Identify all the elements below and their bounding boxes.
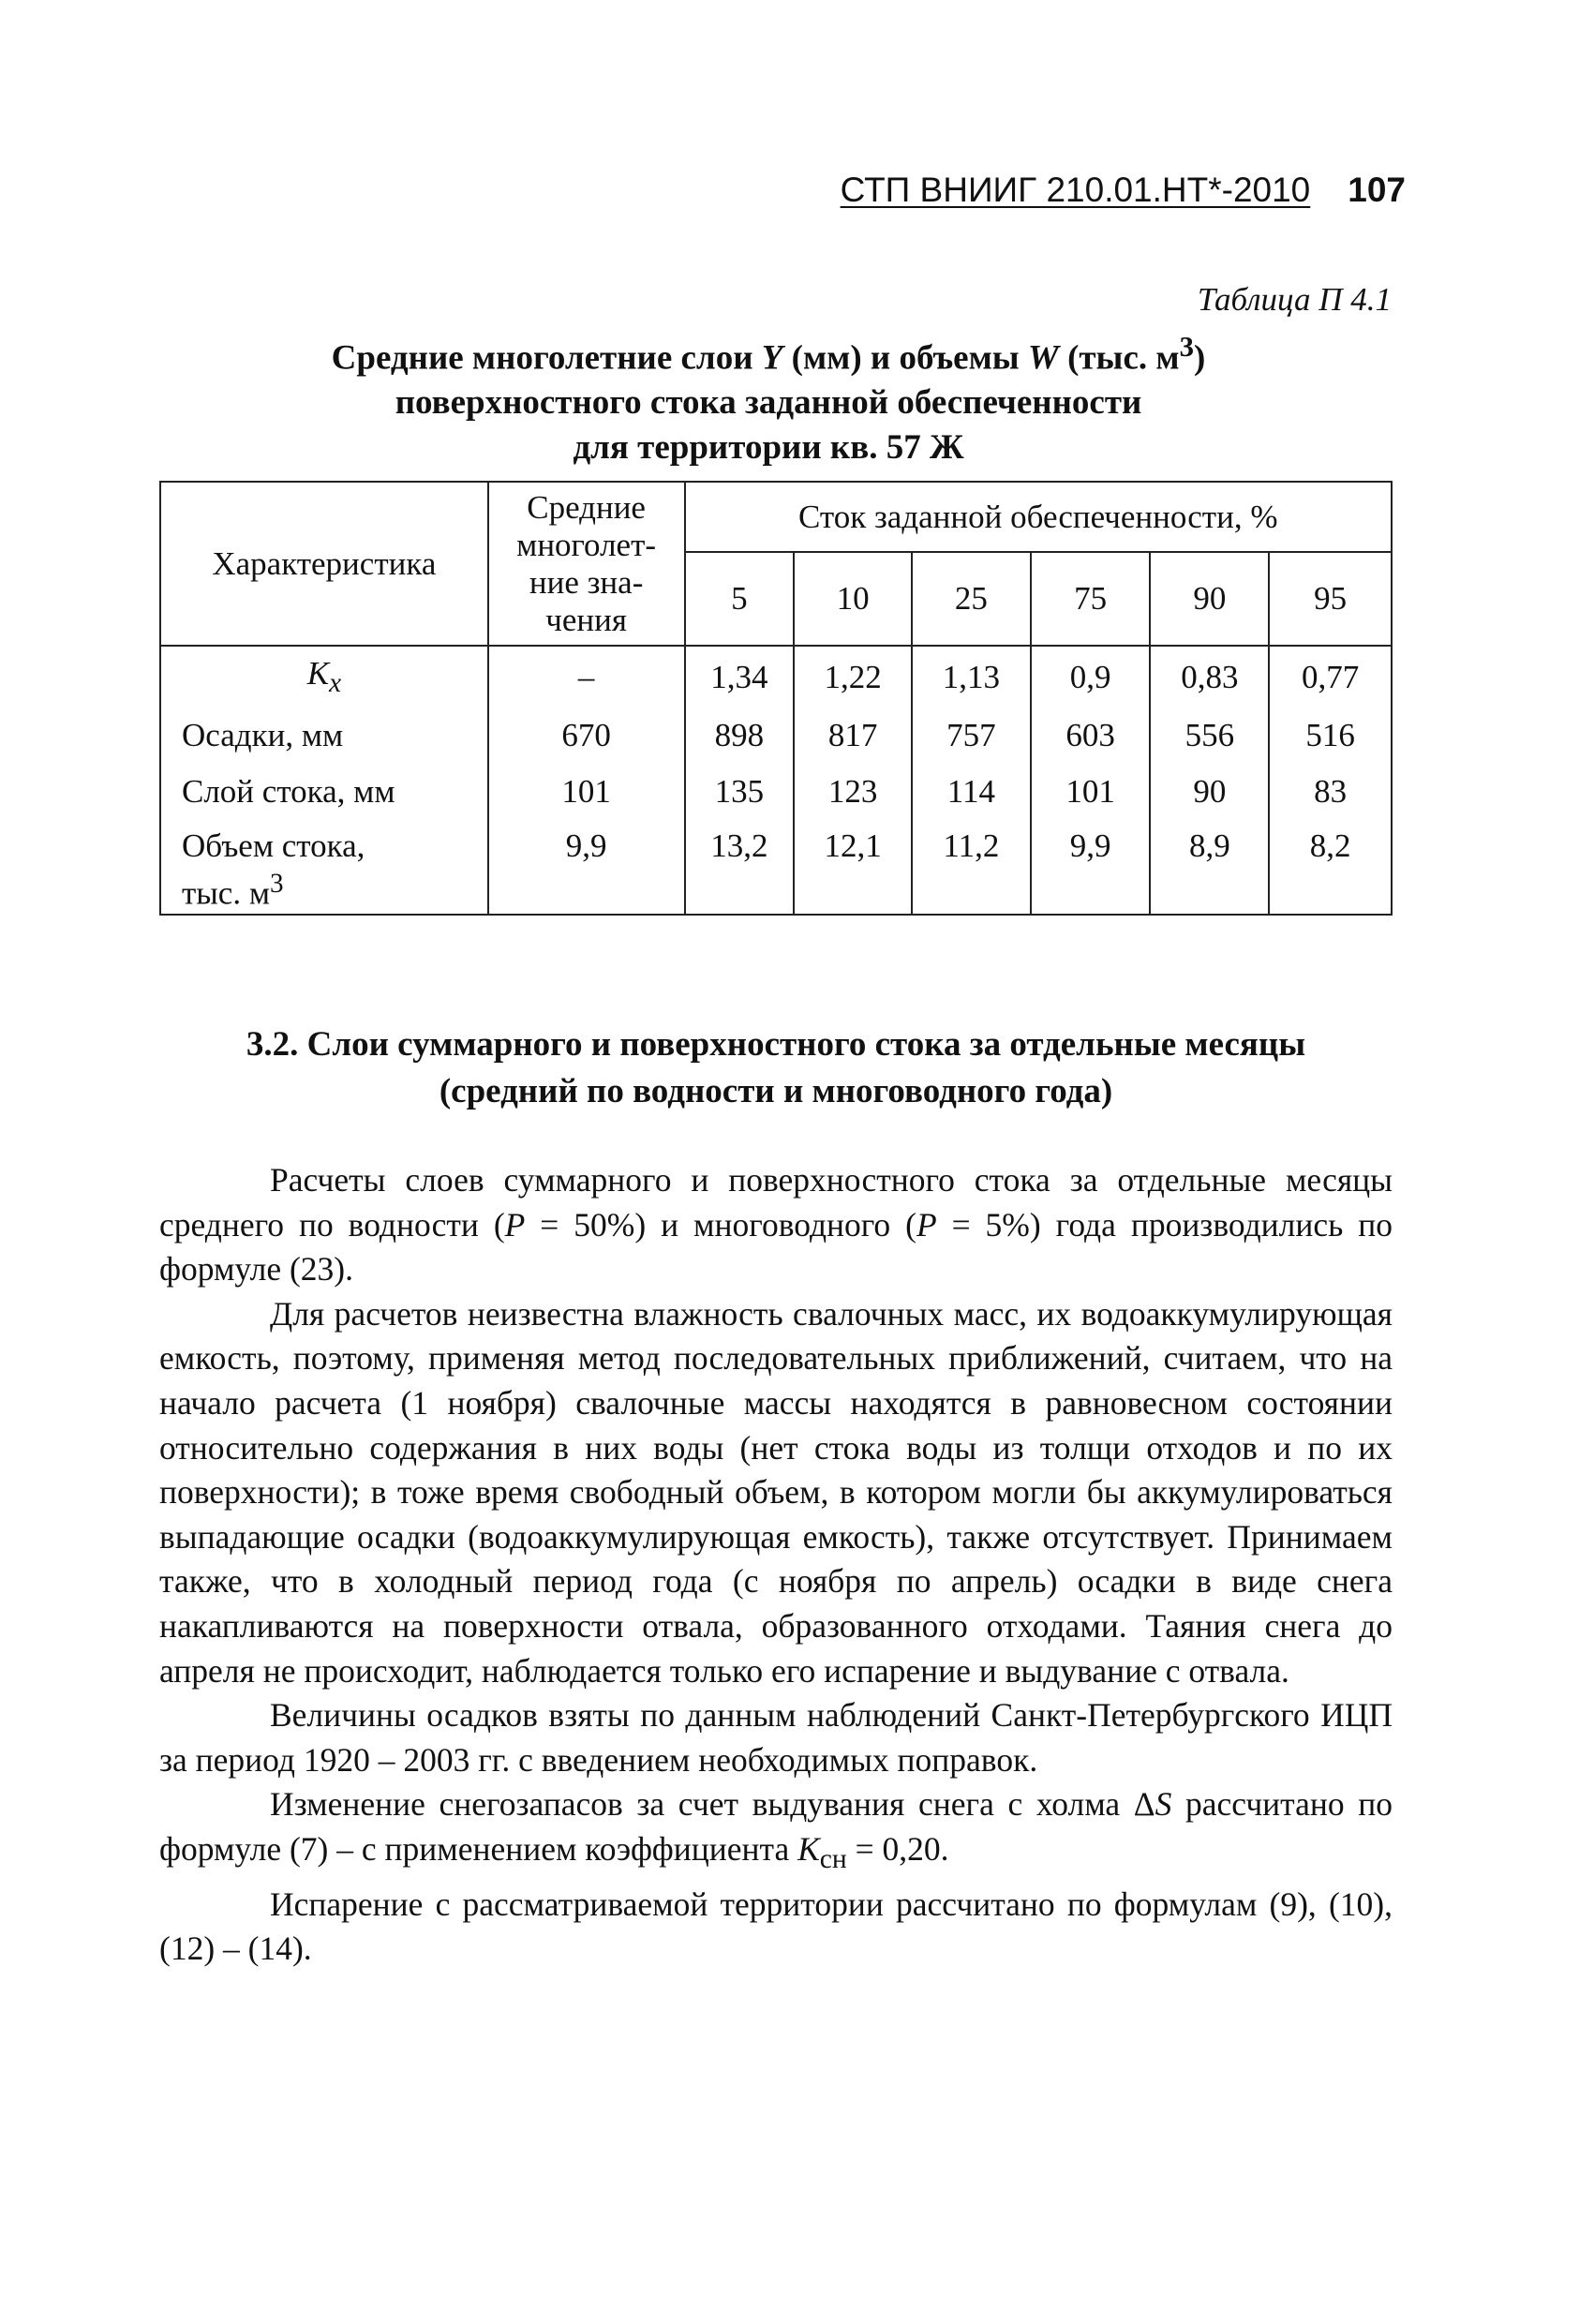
paragraph: Для расчетов неизвестна влажность свалочных масс, их водоаккумулирующая емкость, поэтому, применяя метод последовательных приближений, считаем, что на начало расчета (1 ноября) свалочные массы находятся в равновесном состоянии относительно содержания в них воды (нет стока воды из толщи отходов и по их поверхности); в тоже время свободный объем, в котором могли бы аккумулироваться выпадающие осадки (водоаккумулирующая емкость), также отсутствует. Принимаем также, что в холодный период года (с ноября по апрель) осадки в виде снега накапливаются на поверхности отвала, образованного отходами. Таяния снега до апреля не происходит, наблюдается только его испарение и выдувание с отвала. — [159, 1294, 1393, 1690]
header-percent: 90 — [1150, 552, 1269, 646]
page-header — [750, 171, 1406, 210]
value-cell: 1,22 — [794, 646, 912, 708]
section-heading-line-1: 3.2. Слои суммарного и поверхностного стока за отдельные месяцы — [246, 1025, 1306, 1064]
value-cell: 135 — [685, 764, 795, 820]
table-title-line-1: Средние многолетние слои Y (мм) и объемы W (тыс. $м^3$) — [331, 331, 1206, 378]
paragraph: Расчеты слоев суммарного и поверхностного стока за отдельные месяцы среднего по водности (P = 50%) и многоводного (P = 5%) года производились по формуле (23). — [159, 1161, 1393, 1289]
section-heading-line-2: (средний по водности и многоводного года) — [439, 1072, 1113, 1110]
table-row — [160, 764, 1392, 820]
header-mean-values: Средние многолет-ние зна-чения — [488, 482, 685, 646]
value-cell: 83 — [1269, 764, 1392, 820]
page-number: 107 — [1348, 171, 1406, 209]
value-cell: 0,9 — [1031, 646, 1151, 708]
value-cell: 13,2 — [685, 820, 795, 915]
runoff-table — [159, 481, 1393, 916]
value-cell: 11,2 — [912, 820, 1031, 915]
section-heading — [159, 1021, 1393, 1115]
value-cell: 1,34 — [685, 646, 795, 708]
header-percent: 10 — [794, 552, 912, 646]
document-code: СТП ВНИИГ 210.01.НТ*-2010 — [840, 171, 1311, 209]
value-cell: 0,83 — [1150, 646, 1269, 708]
row-label: Осадки, мм — [160, 708, 488, 764]
header-percent: 75 — [1031, 552, 1151, 646]
table-title-line-2: поверхностного стока заданной обеспеченности — [395, 383, 1142, 423]
value-cell: 9,9 — [1031, 820, 1151, 915]
header-percent: 5 — [685, 552, 795, 646]
row-label: $K_x$ — [160, 646, 488, 708]
paragraph: Величины осадков взяты по данным наблюдений Санкт-Петербургского ИЦП за период 1920 – 2003 гг. с введением необходимых поправок. — [159, 1696, 1393, 1779]
table-row — [160, 646, 1392, 708]
paragraph: Испарение с рассматриваемой территории рассчитано по формулам (9), (10), (12) – (14). — [159, 1885, 1393, 1968]
table-row — [160, 820, 1392, 915]
header-probability-group: Сток заданной обеспеченности, % — [685, 482, 1393, 552]
paragraph: Изменение снегозапасов за счет выдувания снега с холма ΔS рассчитано по формуле (7) – с применением коэффициента $K_{сн} = 0,20$. — [159, 1785, 1393, 1874]
value-cell: 817 — [794, 708, 912, 764]
mean-cell: 9,9 — [488, 820, 685, 915]
value-cell: 1,13 — [912, 646, 1031, 708]
value-cell: 114 — [912, 764, 1031, 820]
body-text — [159, 1158, 1393, 1972]
value-cell: 8,2 — [1269, 820, 1392, 915]
row-label: Слой стока, мм — [160, 764, 488, 820]
header-percent: 25 — [912, 552, 1031, 646]
table-row — [160, 708, 1392, 764]
value-cell: 101 — [1031, 764, 1151, 820]
value-cell: 123 — [794, 764, 912, 820]
table-title — [159, 324, 1378, 470]
row-label: Объем стока, тыс. $м^3$ — [160, 820, 488, 915]
table-label: Таблица П 4.1 — [1197, 281, 1392, 318]
value-cell: 12,1 — [794, 820, 912, 915]
value-cell: 556 — [1150, 708, 1269, 764]
value-cell: 90 — [1150, 764, 1269, 820]
mean-cell: 101 — [488, 764, 685, 820]
value-cell: 8,9 — [1150, 820, 1269, 915]
header-characteristic: Характеристика — [160, 482, 488, 646]
value-cell: 757 — [912, 708, 1031, 764]
mean-cell: 670 — [488, 708, 685, 764]
value-cell: 516 — [1269, 708, 1392, 764]
value-cell: 0,77 — [1269, 646, 1392, 708]
mean-cell: – — [488, 646, 685, 708]
header-percent: 95 — [1269, 552, 1392, 646]
value-cell: 603 — [1031, 708, 1151, 764]
value-cell: 898 — [685, 708, 795, 764]
table-title-line-3: для территории кв. 57 Ж — [573, 428, 964, 468]
